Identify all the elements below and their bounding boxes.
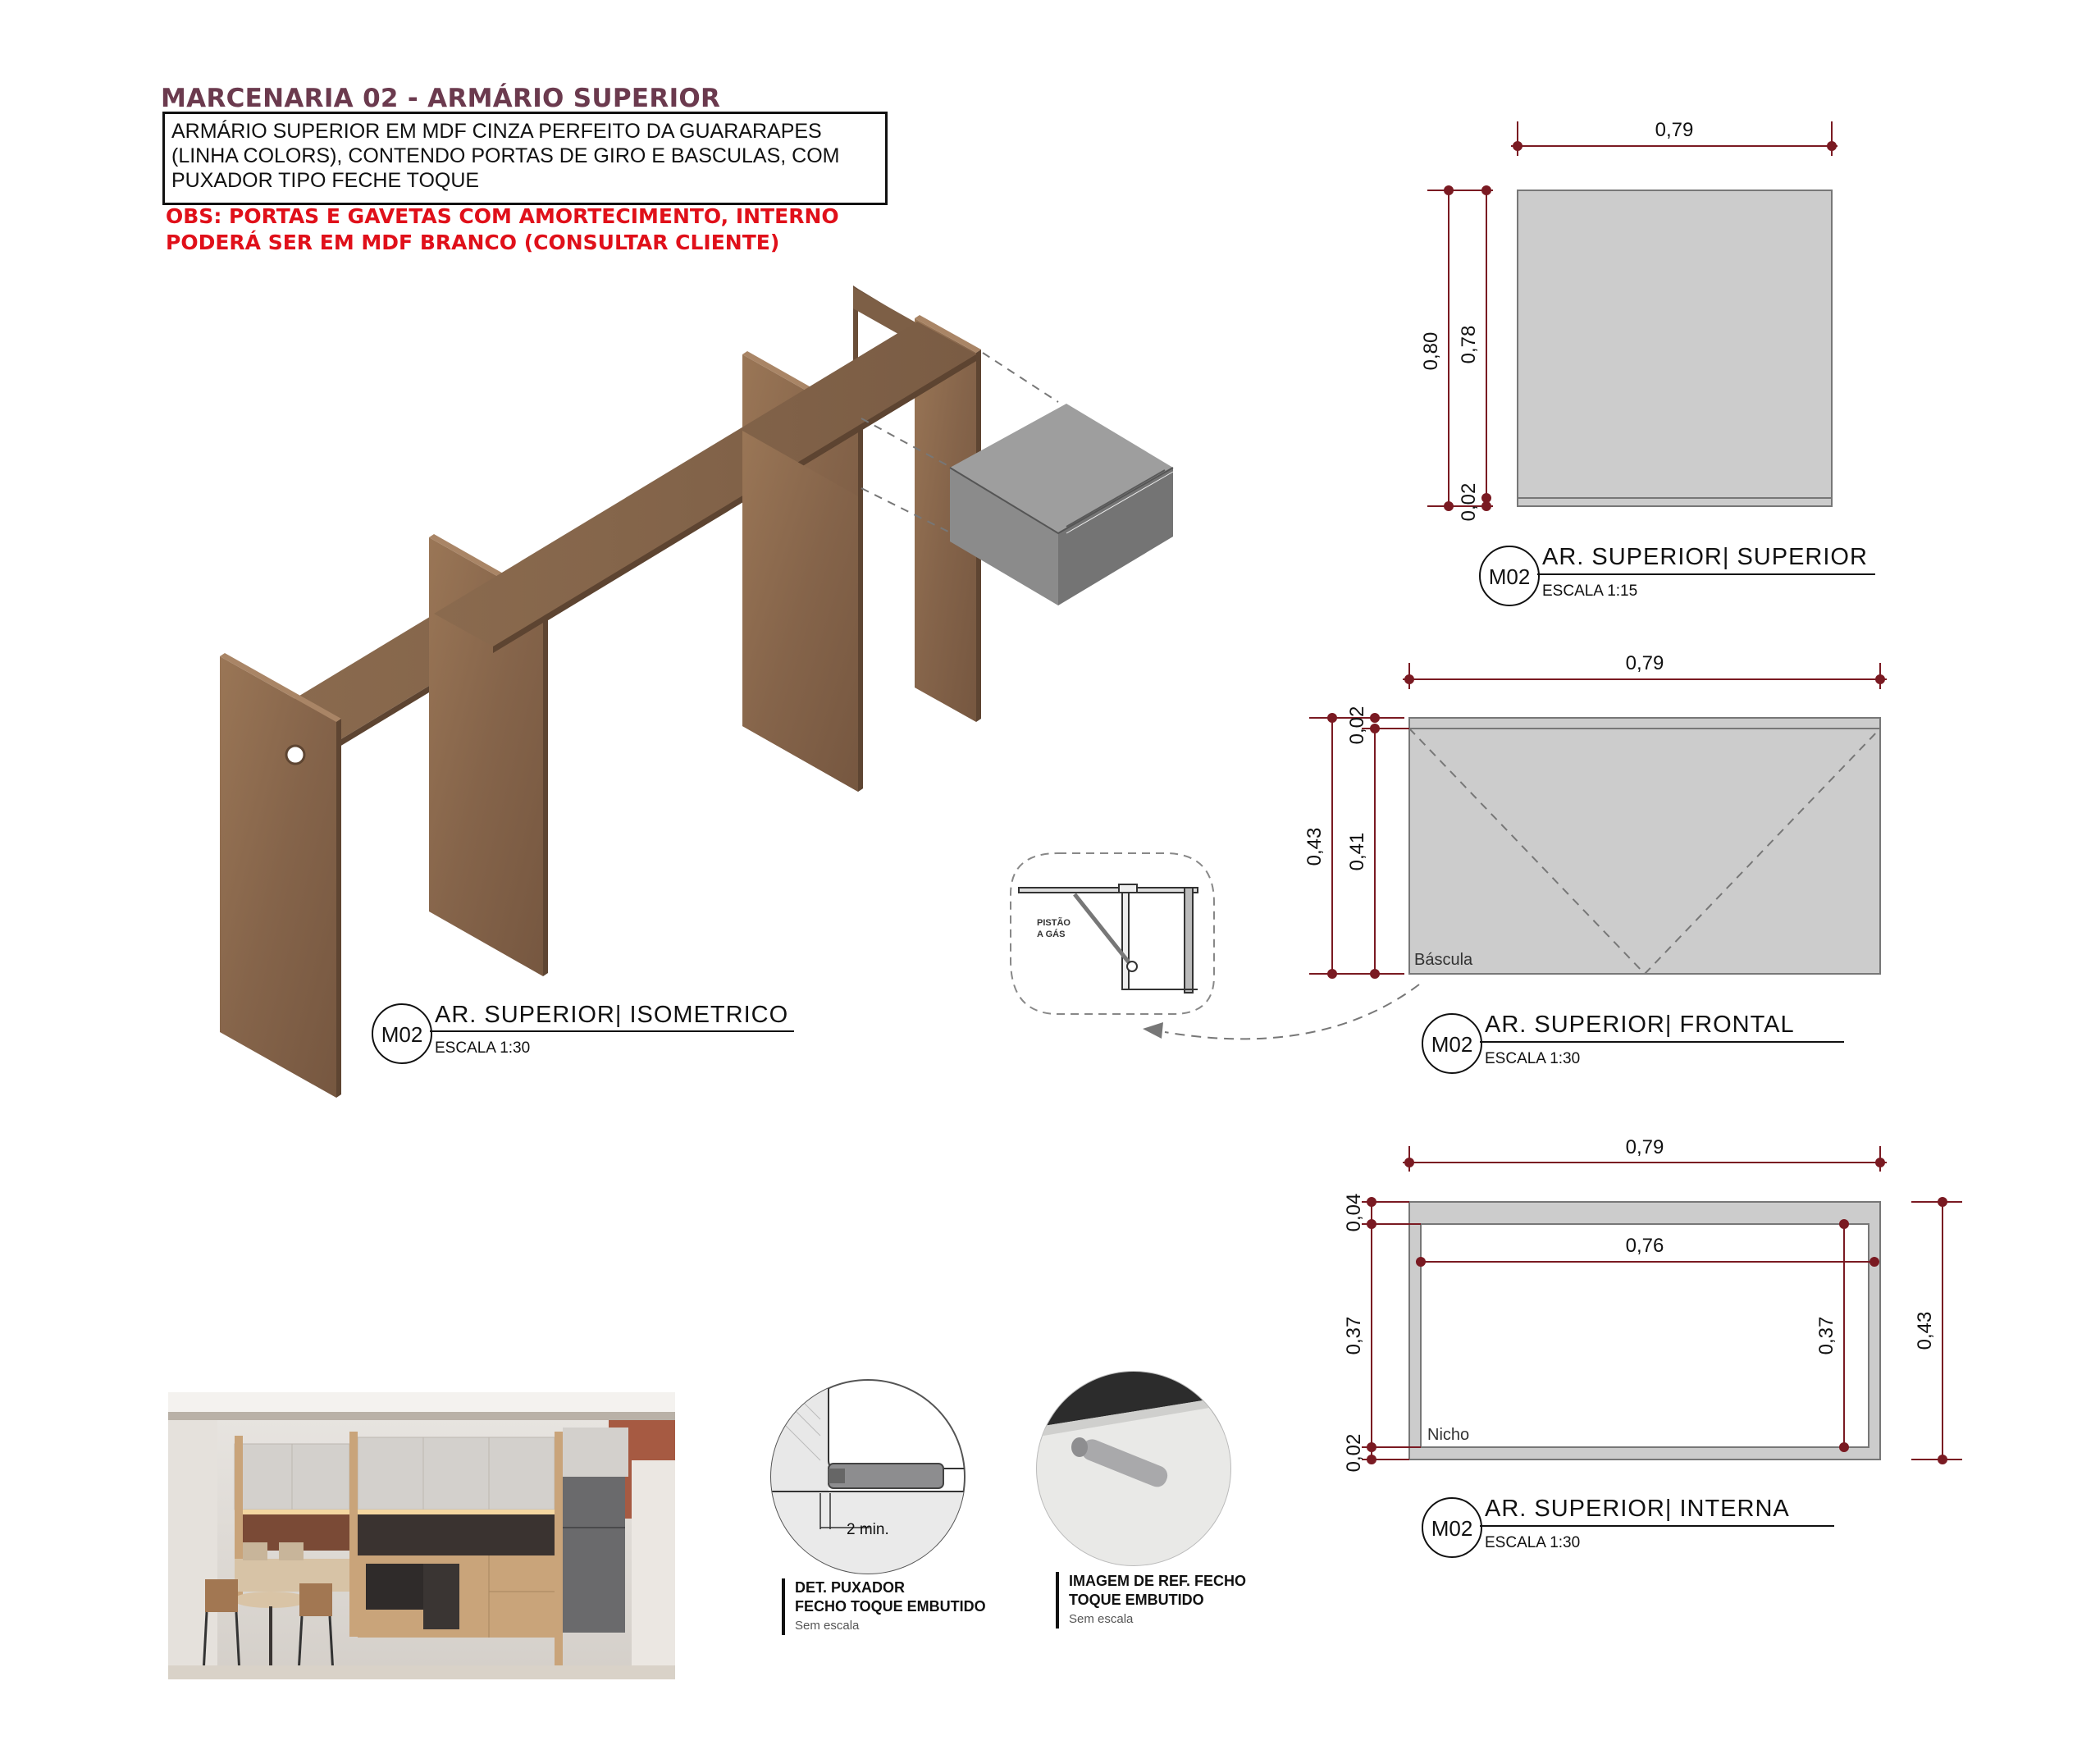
view-title: AR. SUPERIOR| SUPERIOR — [1542, 544, 1868, 570]
description-box: ARMÁRIO SUPERIOR EM MDF CINZA PERFEITO DA GUARARAPES (LINHA COLORS), CONTENDO PORTAS DE GIRO E BASCULAS, COM PUXADOR TIPO FECHE TOQUE — [162, 112, 888, 205]
frontal-height-inner: 0,41 — [1346, 832, 1368, 871]
caption-line: DET. PUXADOR — [795, 1579, 906, 1596]
view-tag: M02 — [1488, 564, 1531, 589]
frontal-width: 0,79 — [1625, 652, 1664, 674]
isometric-caption — [372, 1002, 794, 1063]
piston-label: A GÁS — [1037, 930, 1066, 939]
puxador-caption — [782, 1578, 986, 1635]
interna-inner-width: 0,76 — [1625, 1235, 1664, 1257]
interna-width: 0,79 — [1625, 1136, 1664, 1158]
frontal-view — [1303, 652, 1887, 978]
caption-note: Sem escala — [1069, 1612, 1134, 1626]
caption-line: IMAGEM DE REF. FECHO — [1069, 1573, 1247, 1589]
frontal-label: Báscula — [1414, 951, 1473, 969]
view-scale: ESCALA 1:15 — [1542, 582, 1638, 600]
interna-top: 0,04 — [1343, 1193, 1365, 1232]
interna-middle: 0,37 — [1343, 1316, 1365, 1355]
frontal-panel — [1409, 718, 1880, 974]
reference-fecho-image — [1034, 1370, 1239, 1575]
sheet-title: MARCENARIA 02 - ARMÁRIO SUPERIOR — [161, 84, 721, 113]
view-tag: M02 — [1431, 1032, 1473, 1057]
kitchen-reference-image — [168, 1392, 675, 1679]
puxador-detail — [763, 1378, 984, 1574]
view-tag: M02 — [1431, 1516, 1473, 1541]
interna-view — [1343, 1136, 1962, 1472]
iso-panel-hole — [286, 746, 304, 764]
superior-view — [1420, 119, 1838, 521]
superior-height-inner: 0,78 — [1458, 325, 1480, 364]
interna-label: Nicho — [1427, 1426, 1470, 1444]
view-scale: ESCALA 1:30 — [1485, 1534, 1581, 1551]
superior-caption — [1480, 544, 1875, 605]
arrow-head-icon — [1143, 1022, 1163, 1039]
view-title: AR. SUPERIOR| FRONTAL — [1485, 1012, 1795, 1038]
superior-panel — [1518, 190, 1832, 506]
view-tag: M02 — [381, 1022, 423, 1047]
superior-bottom: 0,02 — [1458, 482, 1480, 522]
puxador-dimension: 2 min. — [847, 1521, 889, 1538]
interna-height-total: 0,43 — [1914, 1311, 1936, 1350]
view-scale: ESCALA 1:30 — [1485, 1050, 1581, 1067]
frontal-top: 0,02 — [1346, 706, 1368, 745]
interna-niche — [1421, 1224, 1869, 1447]
iso-panel-front-left — [220, 656, 336, 1098]
caption-line: FECHO TOQUE EMBUTIDO — [795, 1598, 986, 1615]
view-title: AR. SUPERIOR| ISOMETRICO — [435, 1002, 789, 1028]
piston-label: PISTÃO — [1037, 918, 1071, 928]
view-title: AR. SUPERIOR| INTERNA — [1485, 1496, 1790, 1522]
view-scale: ESCALA 1:30 — [435, 1039, 531, 1057]
interna-inner-height: 0,37 — [1815, 1316, 1838, 1355]
obs-note: OBS: PORTAS E GAVETAS COM AMORTECIMENTO, INTERNO PODERÁ SER EM MDF BRANCO (CONSULTAR CLIENTE) — [166, 204, 839, 254]
frontal-height-total: 0,43 — [1303, 827, 1326, 866]
interna-caption — [1422, 1496, 1834, 1557]
caption-note: Sem escala — [795, 1619, 860, 1633]
piston-detail — [1011, 853, 1419, 1039]
caption-line: TOQUE EMBUTIDO — [1069, 1592, 1204, 1608]
reference-caption — [1056, 1572, 1246, 1629]
superior-width: 0,79 — [1655, 119, 1694, 141]
interna-bottom: 0,02 — [1343, 1433, 1365, 1473]
frontal-caption — [1422, 1012, 1844, 1073]
superior-height-total: 0,80 — [1420, 331, 1442, 371]
